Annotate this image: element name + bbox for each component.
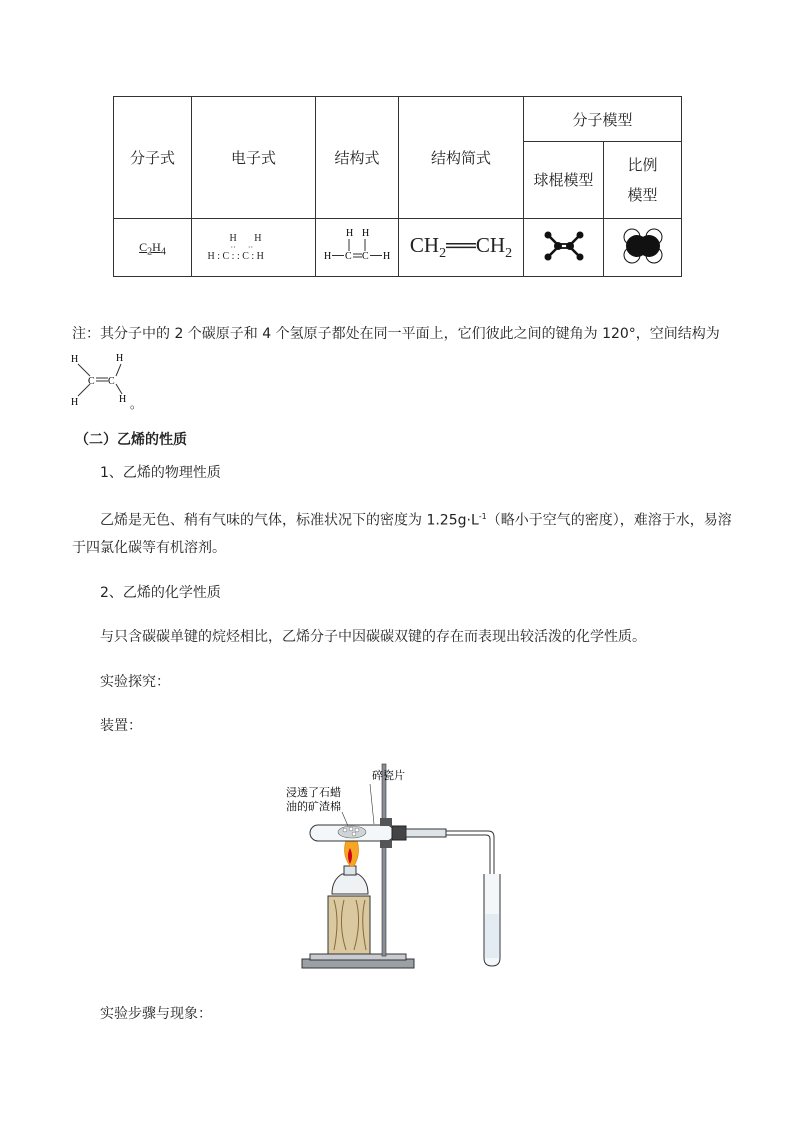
space-fill-model-image <box>621 227 665 265</box>
header-space-fill <box>604 142 682 219</box>
electron-formula: H H ·· ·· H : C : : C : H <box>207 233 264 262</box>
note-text: 注：其分子中的 2 个碳原子和 4 个氢原子都处在同一平面上，它们彼此之间的键角为 120°，空间结构为 <box>72 326 720 342</box>
cell-simplified <box>399 219 524 277</box>
header-model: 分子模型 <box>524 97 682 142</box>
subheading-chemical: 2、乙烯的化学性质 <box>100 585 221 601</box>
apparatus-diagram <box>282 754 532 976</box>
svg-text:H: H <box>71 354 79 365</box>
structural-formula <box>322 226 392 266</box>
planar-structure-diagram <box>68 350 148 410</box>
svg-text:H: H <box>71 397 79 408</box>
svg-text:H: H <box>324 250 332 262</box>
simplified-formula: $CH_2══CH_2$ <box>409 232 513 262</box>
chemical-properties-text: 与只含碳碳单键的烷烃相比，乙烯分子中因碳碳双键的存在而表现出较活泼的化学性质。 <box>100 629 646 645</box>
svg-text:。: 。 <box>130 397 143 410</box>
svg-text:C: C <box>345 250 352 262</box>
header-electron: 电子式 <box>192 97 316 219</box>
experiment-label: 实验探究： <box>100 674 170 690</box>
svg-text:C: C <box>108 376 115 387</box>
physical-properties-line1: 乙烯是无色、稍有气味的气体，标准状况下的密度为 $1.25g\cdot L^{-1}$（略小于空气的密度），难溶于水，易溶 <box>100 512 732 529</box>
cell-space-fill <box>604 219 682 277</box>
svg-text:H: H <box>346 227 354 239</box>
svg-text:H: H <box>383 250 391 262</box>
physical-properties-line2: 于四氯化碳等有机溶剂。 <box>72 540 226 556</box>
formula-text: $C_2H_4$ <box>139 240 166 258</box>
subheading-physical: 1、乙烯的物理性质 <box>100 465 221 481</box>
cell-electron <box>192 219 316 277</box>
svg-text:H: H <box>116 353 124 364</box>
svg-text:C: C <box>88 376 95 387</box>
svg-text:H: H <box>119 394 127 405</box>
apparatus-label: 装置： <box>100 718 142 734</box>
svg-text:C: C <box>362 250 369 262</box>
svg-text:H: H <box>362 227 370 239</box>
label-porcelain: 碎瓷片 <box>372 770 405 782</box>
header-formula: 分子式 <box>114 97 192 219</box>
header-simplified: 结构简式 <box>399 97 524 219</box>
header-ball-stick: 球棍模型 <box>524 142 604 219</box>
steps-label: 实验步骤与现象： <box>100 1006 212 1022</box>
section-title: （二）乙烯的性质 <box>75 432 187 448</box>
header-space-fill-text: 比例模型 <box>627 156 658 204</box>
header-structural: 结构式 <box>316 97 399 219</box>
cell-formula <box>114 219 192 277</box>
cell-ball-stick <box>524 219 604 277</box>
label-paraffin-1: 浸透了石蜡 <box>286 787 341 799</box>
label-paraffin-2: 油的矿渣棉 <box>286 801 341 813</box>
ethylene-table <box>113 96 682 277</box>
ball-stick-model-image <box>542 230 586 262</box>
cell-structural <box>316 219 399 277</box>
